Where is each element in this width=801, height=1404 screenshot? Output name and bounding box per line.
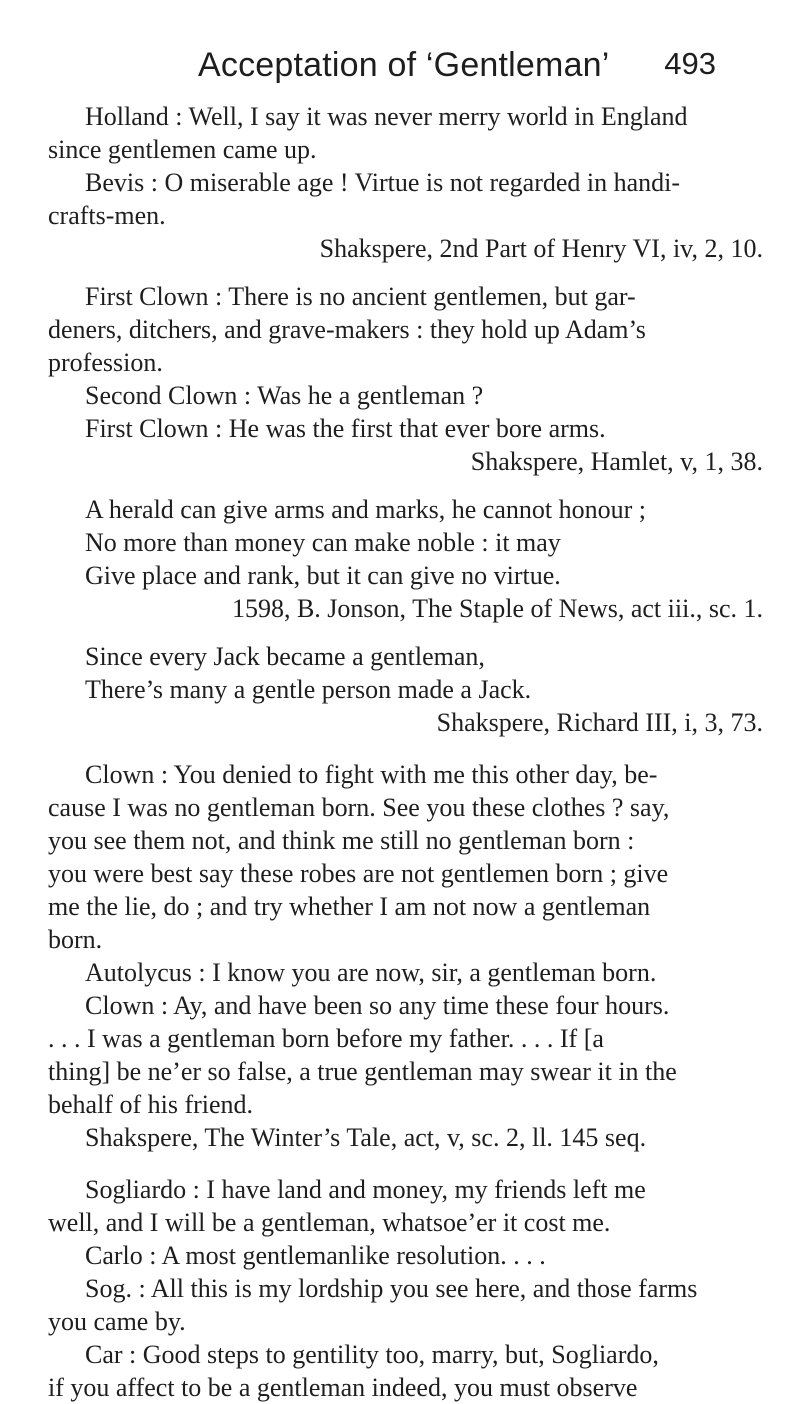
text-line: Autolycus : I know you are now, sir, a gentleman born. <box>85 958 657 987</box>
text-line: Bevis : O miserable age ! Virtue is not regarded in handi- <box>85 168 681 197</box>
text-line: deners, ditchers, and grave-makers : they hold up Adam’s <box>48 315 646 344</box>
verse-line: Since every Jack became a gentleman, <box>85 642 485 671</box>
page-number: 493 <box>664 46 716 81</box>
text-line: cause I was no gentleman born. See you these clothes ? say, <box>48 793 670 822</box>
text-line: Carlo : A most gentlemanlike resolution. . . . <box>85 1241 546 1270</box>
text-line: First Clown : There is no ancient gentlemen, but gar- <box>85 282 636 311</box>
text-line: since gentlemen came up. <box>48 135 317 164</box>
verse-line: No more than money can make noble : it may <box>85 528 561 557</box>
text-line: First Clown : He was the first that ever bore arms. <box>85 414 606 443</box>
verse-line: A herald can give arms and marks, he cannot honour ; <box>85 495 646 524</box>
text-line: me the lie, do ; and try whether I am not now a gentleman <box>48 892 651 921</box>
verse-line: There’s many a gentle person made a Jack. <box>85 675 532 704</box>
text-line: Clown : Ay, and have been so any time these four hours. <box>85 991 670 1020</box>
text-line: Holland : Well, I say it was never merry world in England <box>85 102 688 131</box>
text-line: thing] be ne’er so false, a true gentleman may swear it in the <box>48 1057 677 1086</box>
verse-line: Give place and rank, but it can give no virtue. <box>85 561 561 590</box>
text-line: you were best say these robes are not gentlemen born ; give <box>48 859 669 888</box>
citation-line: 1598, B. Jonson, The Staple of News, act iii., sc. 1. <box>231 594 763 623</box>
text-line: well, and I will be a gentleman, whatsoe’er it cost me. <box>48 1208 611 1237</box>
text-line: Car : Good steps to gentility too, marry, but, Sogliardo, <box>85 1340 659 1369</box>
text-line: . . . I was a gentleman born before my father. . . . If [a <box>48 1024 604 1053</box>
page-header <box>0 46 801 90</box>
citation-line: Shakspere, Richard III, i, 3, 73. <box>436 708 763 737</box>
citation-line: Shakspere, Hamlet, v, 1, 38. <box>470 447 763 476</box>
text-line: you see them not, and think me still no gentleman born : <box>48 826 635 855</box>
text-line: Sogliardo : I have land and money, my friends left me <box>85 1175 646 1204</box>
text-line: Second Clown : Was he a gentleman ? <box>85 381 484 410</box>
text-line: profession. <box>48 348 163 377</box>
text-line: Clown : You denied to fight with me this other day, be- <box>85 760 658 789</box>
text-line: behalf of his friend. <box>48 1090 254 1119</box>
citation-line: Shakspere, 2nd Part of Henry VI, iv, 2, 10. <box>319 234 763 263</box>
text-line: if you affect to be a gentleman indeed, you must observe <box>48 1373 638 1402</box>
text-line: you came by. <box>48 1307 186 1336</box>
running-title: Acceptation of ‘Gentleman’ <box>198 46 610 84</box>
text-line: born. <box>48 925 103 954</box>
text-line: Sog. : All this is my lordship you see here, and those farms <box>85 1274 698 1303</box>
page-body <box>48 100 763 1404</box>
citation-line: Shakspere, The Winter’s Tale, act, v, sc. 2, ll. 145 seq. <box>85 1123 647 1152</box>
text-line: crafts-men. <box>48 201 166 230</box>
